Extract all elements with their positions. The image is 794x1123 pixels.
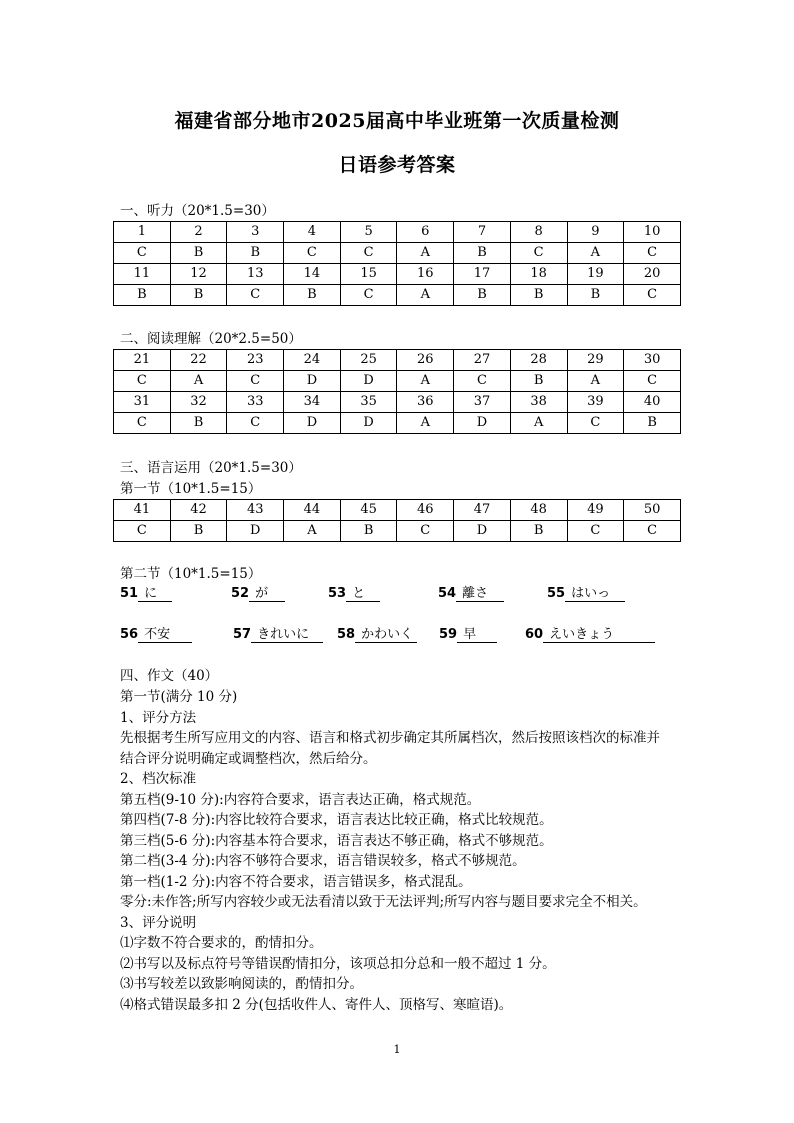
question-number-cell: 39 <box>567 392 624 413</box>
guideline-line: ⑵书写以及标点符号等错误酌情扣分，该项总扣分总和一般不超过 1 分。 <box>120 955 556 972</box>
answer-cell: B <box>510 521 567 542</box>
answer-cell: D <box>284 371 341 392</box>
guideline-line: 2、档次标准 <box>120 771 197 787</box>
question-number-cell: 4 <box>284 222 341 243</box>
answer-cell: D <box>454 521 511 542</box>
question-number-cell: 28 <box>510 350 567 371</box>
question-number-cell: 38 <box>510 392 567 413</box>
question-number-cell: 37 <box>454 392 511 413</box>
guideline-line: 第五档(9-10 分):内容符合要求，语言表达正确，格式规范。 <box>120 791 481 808</box>
answer-cell: B <box>170 413 227 434</box>
section-4-heading: 四、作文（40） <box>120 668 219 684</box>
answer-cell: C <box>227 371 284 392</box>
fill-answer <box>337 627 417 643</box>
guideline-line: 第一节(满分 10 分) <box>120 689 238 705</box>
question-number-cell: 21 <box>114 350 171 371</box>
answer-cell: A <box>567 371 624 392</box>
answer-cell: D <box>340 413 397 434</box>
page-number: 1 <box>393 1043 401 1056</box>
question-number-cell: 2 <box>170 222 227 243</box>
answer-cell: C <box>340 243 397 264</box>
answer-cell: C <box>114 243 171 264</box>
question-number-cell: 36 <box>397 392 454 413</box>
fill-answer <box>231 586 285 602</box>
fill-answer <box>328 586 380 602</box>
language-use-answer-table <box>113 499 681 542</box>
guideline-line: 第二档(3-4 分):内容不够符合要求，语言错误较多，格式不够规范。 <box>120 853 526 869</box>
question-number-cell: 11 <box>114 264 171 285</box>
fill-answer-text: と <box>346 586 380 602</box>
question-number-cell: 41 <box>114 500 171 521</box>
answer-cell: A <box>397 413 454 434</box>
guideline-line: 1、评分方法 <box>120 709 197 726</box>
answer-cell: B <box>567 285 624 306</box>
question-number-cell: 17 <box>454 264 511 285</box>
answer-cell: D <box>340 371 397 392</box>
guideline-line: ⑷格式错误最多扣 2 分(包括收件人、寄件人、顶格写、寒暄语)。 <box>120 996 513 1013</box>
answer-cell: B <box>454 243 511 264</box>
guideline-line: 第一档(1-2 分):内容不符合要求，语言错误多，格式混乱。 <box>120 873 472 890</box>
question-number-cell: 14 <box>284 264 341 285</box>
question-number-cell: 1 <box>114 222 171 243</box>
fill-answer-text: 不安 <box>138 627 192 643</box>
answer-cell: C <box>624 285 681 306</box>
fill-answer-text: きれいに <box>251 627 323 643</box>
question-number-cell: 44 <box>284 500 341 521</box>
question-number-cell: 3 <box>227 222 284 243</box>
question-number-cell: 20 <box>624 264 681 285</box>
page-title: 福建省部分地市2025届高中毕业班第一次质量检测 <box>174 110 620 132</box>
table-row <box>114 264 681 285</box>
answer-cell: C <box>227 285 284 306</box>
fill-answer <box>439 627 497 643</box>
answer-cell: A <box>567 243 624 264</box>
table-row <box>114 285 681 306</box>
answer-cell: B <box>624 413 681 434</box>
table-row <box>114 371 681 392</box>
answer-cell: C <box>624 243 681 264</box>
guideline-line: 零分:未作答;所写内容较少或无法看清以致于无法评判;所写内容与题目要求完全不相关。 <box>120 894 647 910</box>
answer-cell: B <box>170 243 227 264</box>
question-number-cell: 24 <box>284 350 341 371</box>
table-row <box>114 243 681 264</box>
fill-answer <box>547 586 625 602</box>
answer-cell: D <box>454 413 511 434</box>
guideline-line: ⑶书写较差以致影响阅读的，酌情扣分。 <box>120 976 363 992</box>
question-number-cell: 40 <box>624 392 681 413</box>
question-number-cell: 46 <box>397 500 454 521</box>
reading-answer-table <box>113 349 681 434</box>
question-number-cell: 34 <box>284 392 341 413</box>
answer-cell: A <box>170 371 227 392</box>
fill-number: 53 <box>328 586 347 601</box>
fill-answer-text: 離さ <box>456 586 504 602</box>
answer-cell: B <box>510 285 567 306</box>
answer-cell: C <box>114 521 171 542</box>
answer-cell: C <box>114 371 171 392</box>
answer-cell: C <box>397 521 454 542</box>
question-number-cell: 50 <box>624 500 681 521</box>
question-number-cell: 16 <box>397 264 454 285</box>
listening-answer-table <box>113 221 681 306</box>
fill-answer <box>120 586 172 602</box>
answer-cell: C <box>454 371 511 392</box>
guideline-line: 第三档(5-6 分):内容基本符合要求，语言表达不够正确，格式不够规范。 <box>120 832 553 849</box>
answer-cell: B <box>114 285 171 306</box>
fill-answer-text: が <box>249 586 285 602</box>
fill-number: 58 <box>337 627 356 642</box>
fill-number: 59 <box>439 627 458 642</box>
section-1-heading: 一、听力（20*1.5=30） <box>120 203 275 219</box>
section-3-heading: 三、语言运用（20*1.5=30） <box>120 460 302 476</box>
answer-cell: C <box>227 413 284 434</box>
answer-cell: A <box>284 521 341 542</box>
answer-cell: B <box>454 285 511 306</box>
fill-number: 51 <box>120 586 139 601</box>
question-number-cell: 31 <box>114 392 171 413</box>
question-number-cell: 8 <box>510 222 567 243</box>
fill-number: 52 <box>231 586 250 601</box>
guideline-line: 3、评分说明 <box>120 914 197 931</box>
section-3-part-1-heading: 第一节（10*1.5=15） <box>120 481 262 497</box>
fill-number: 55 <box>547 586 566 601</box>
answer-cell: B <box>170 521 227 542</box>
question-number-cell: 35 <box>340 392 397 413</box>
table-row <box>114 350 681 371</box>
answer-cell: D <box>284 413 341 434</box>
answer-cell: A <box>510 413 567 434</box>
question-number-cell: 18 <box>510 264 567 285</box>
question-number-cell: 47 <box>454 500 511 521</box>
essay-scoring-guidelines <box>120 687 690 1015</box>
question-number-cell: 43 <box>227 500 284 521</box>
answer-cell: C <box>567 413 624 434</box>
answer-cell: A <box>397 371 454 392</box>
question-number-cell: 23 <box>227 350 284 371</box>
question-number-cell: 45 <box>340 500 397 521</box>
question-number-cell: 27 <box>454 350 511 371</box>
question-number-cell: 29 <box>567 350 624 371</box>
answer-cell: B <box>227 243 284 264</box>
fill-answer-text: はいっ <box>565 586 625 602</box>
answer-cell: C <box>510 243 567 264</box>
answer-cell: C <box>624 521 681 542</box>
answer-cell: D <box>227 521 284 542</box>
fill-answer <box>438 586 504 602</box>
fill-answer-text: えいきょう <box>543 627 655 643</box>
fill-answer-text: に <box>138 586 172 602</box>
fill-answer <box>525 627 655 643</box>
question-number-cell: 42 <box>170 500 227 521</box>
fill-answer-text: 早 <box>457 627 497 643</box>
answer-cell: C <box>114 413 171 434</box>
fill-answer <box>120 627 192 643</box>
section-3-part-2-heading: 第二节（10*1.5=15） <box>120 566 262 582</box>
question-number-cell: 9 <box>567 222 624 243</box>
fill-number: 57 <box>233 627 252 642</box>
answer-cell: C <box>567 521 624 542</box>
table-row <box>114 500 681 521</box>
answer-cell: C <box>624 371 681 392</box>
answer-cell: B <box>284 285 341 306</box>
answer-cell: B <box>510 371 567 392</box>
guideline-line: 第四档(7-8 分):内容比较符合要求，语言表达比较正确，格式比较规范。 <box>120 812 553 828</box>
fill-answer <box>233 627 323 643</box>
question-number-cell: 13 <box>227 264 284 285</box>
answer-cell: A <box>397 243 454 264</box>
guideline-line: ⑴字数不符合要求的，酌情扣分。 <box>120 935 323 951</box>
fill-number: 56 <box>120 627 139 642</box>
question-number-cell: 6 <box>397 222 454 243</box>
fill-number: 60 <box>525 627 544 642</box>
answer-cell: B <box>170 285 227 306</box>
guideline-line: 结合评分说明确定或调整档次，然后给分。 <box>120 750 377 767</box>
page-subtitle: 日语参考答案 <box>338 154 456 176</box>
question-number-cell: 19 <box>567 264 624 285</box>
table-row <box>114 222 681 243</box>
question-number-cell: 32 <box>170 392 227 413</box>
question-number-cell: 48 <box>510 500 567 521</box>
question-number-cell: 22 <box>170 350 227 371</box>
table-row <box>114 392 681 413</box>
question-number-cell: 10 <box>624 222 681 243</box>
answer-cell: C <box>340 285 397 306</box>
question-number-cell: 5 <box>340 222 397 243</box>
fill-number: 54 <box>438 586 457 601</box>
section-2-heading: 二、阅读理解（20*2.5=50） <box>120 331 302 347</box>
question-number-cell: 49 <box>567 500 624 521</box>
question-number-cell: 7 <box>454 222 511 243</box>
guideline-line: 先根据考生所写应用文的内容、语言和格式初步确定其所属档次，然后按照该档次的标准并 <box>120 730 660 746</box>
question-number-cell: 33 <box>227 392 284 413</box>
fill-answer-text: かわいく <box>355 627 417 643</box>
table-row <box>114 521 681 542</box>
answer-cell: B <box>340 521 397 542</box>
question-number-cell: 26 <box>397 350 454 371</box>
question-number-cell: 15 <box>340 264 397 285</box>
question-number-cell: 12 <box>170 264 227 285</box>
question-number-cell: 25 <box>340 350 397 371</box>
answer-cell: A <box>397 285 454 306</box>
question-number-cell: 30 <box>624 350 681 371</box>
table-row <box>114 413 681 434</box>
answer-cell: C <box>284 243 341 264</box>
